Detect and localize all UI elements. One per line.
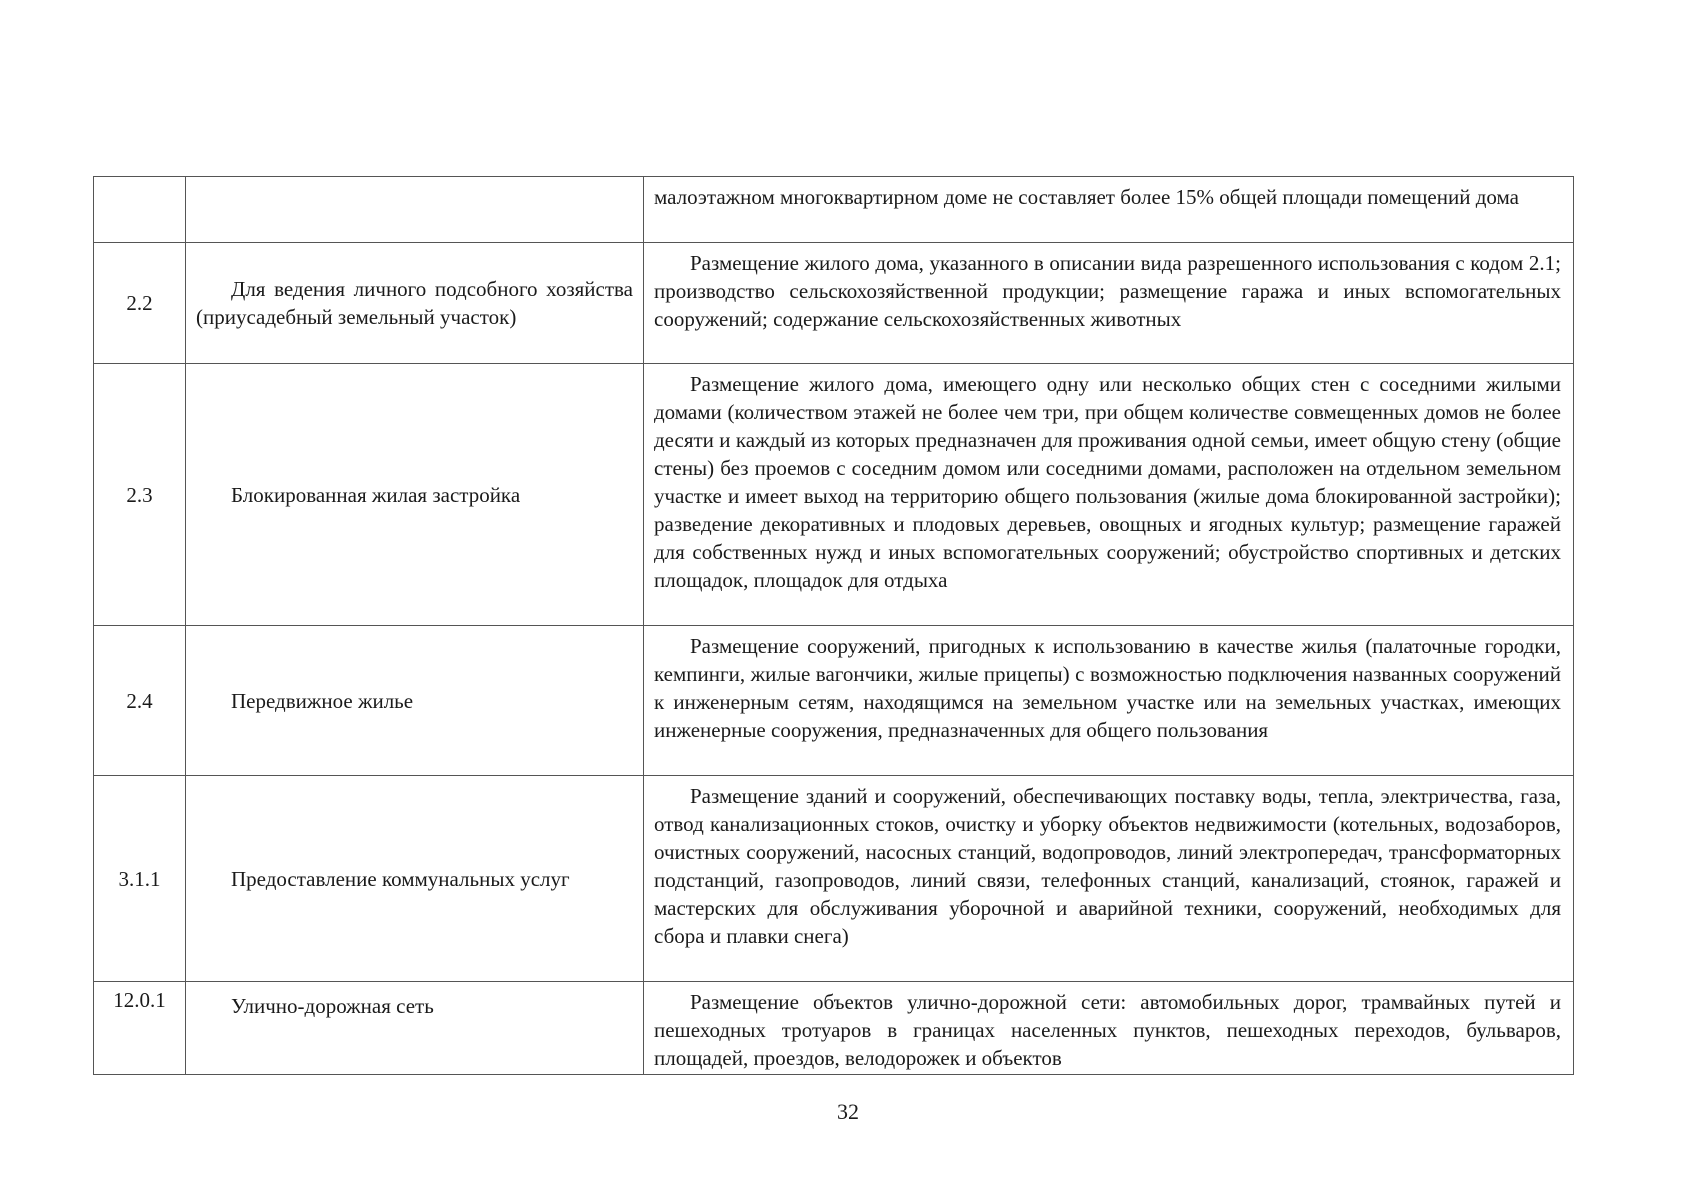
name-cell: [186, 177, 644, 243]
description-cell: Размещение зданий и сооружений, обеспечивающих поставку воды, тепла, электричества, газа, отвод канализационных стоков, очистку и уборку объектов недвижимости (котельных, водозаборов, очистных сооружений, насосных станций, водопроводов, линий электропередач, трансформаторных подстанций, газопроводов, линий связи, телефонных станций, канализаций, стоянок, гаражей и мастерских для обслуживания уборочной и аварийной техники, сооружений, необходимых для сбора и плавки снега): [644, 776, 1574, 982]
description-cell: Размещение объектов улично-дорожной сети: автомобильных дорог, трамвайных путей и пешеходных тротуаров в границах населенных пунктов, пешеходных переходов, бульваров, площадей, проездов, велодорожек и объектов: [644, 982, 1574, 1075]
name-cell: [186, 776, 644, 982]
table-row: [94, 776, 1574, 982]
description-cell: малоэтажном многоквартирном доме не составляет более 15% общей площади помещений дома: [644, 177, 1574, 243]
code-cell: 12.0.1: [94, 982, 186, 1075]
name-text: Блокированная жилая застройка: [231, 482, 521, 507]
table-row: [94, 243, 1574, 364]
name-text: Улично-дорожная сеть: [231, 994, 434, 1018]
code-cell: 2.3: [94, 364, 186, 626]
page-number: 32: [837, 1099, 859, 1124]
code-cell: 2.2: [94, 243, 186, 364]
name-cell: [186, 982, 644, 1075]
table-row: [94, 626, 1574, 776]
table-row: [94, 364, 1574, 626]
name-text: Передвижное жилье: [231, 688, 414, 713]
land-use-table: [93, 176, 1574, 1075]
description-cell: Размещение сооружений, пригодных к использованию в качестве жилья (палаточные городки, кемпинги, жилые вагончики, жилые прицепы) с возможностью подключения названных сооружений к инженерным сетям, находящимся на земельном участке или на земельных участках, имеющих инженерные сооружения, предназначенных для общего пользования: [644, 626, 1574, 776]
name-cell: [186, 364, 644, 626]
table-row: [94, 982, 1574, 1075]
table-row: [94, 177, 1574, 243]
name-cell: [186, 626, 644, 776]
code-cell: 3.1.1: [94, 776, 186, 982]
description-cell: Размещение жилого дома, имеющего одну или несколько общих стен с соседними жилыми домами (количеством этажей не более чем три, при общем количестве совмещенных домов не более десяти и каждый из которых предназначен для проживания одной семьи, имеет общую стену (общие стены) без проемов с соседним домом или соседними домами, расположен на отдельном земельном участке и имеет выход на территорию общего пользования (жилые дома блокированной застройки); разведение декоративных и плодовых деревьев, овощных и ягодных культур; размещение гаражей для собственных нужд и иных вспомогательных сооружений; обустройство спортивных и детских площадок, площадок для отдыха: [644, 364, 1574, 626]
name-cell: Для ведения личного подсобного хозяйства (приусадебный земельный участок): [186, 243, 644, 364]
code-cell: 2.4: [94, 626, 186, 776]
name-text: Предоставление коммунальных услуг: [231, 866, 570, 891]
code-cell: [94, 177, 186, 243]
description-cell: Размещение жилого дома, указанного в описании вида разрешенного использования с кодом 2.1; производство сельскохозяйственной продукции; размещение гаража и иных вспомогательных сооружений; содержание сельскохозяйственных животных: [644, 243, 1574, 364]
